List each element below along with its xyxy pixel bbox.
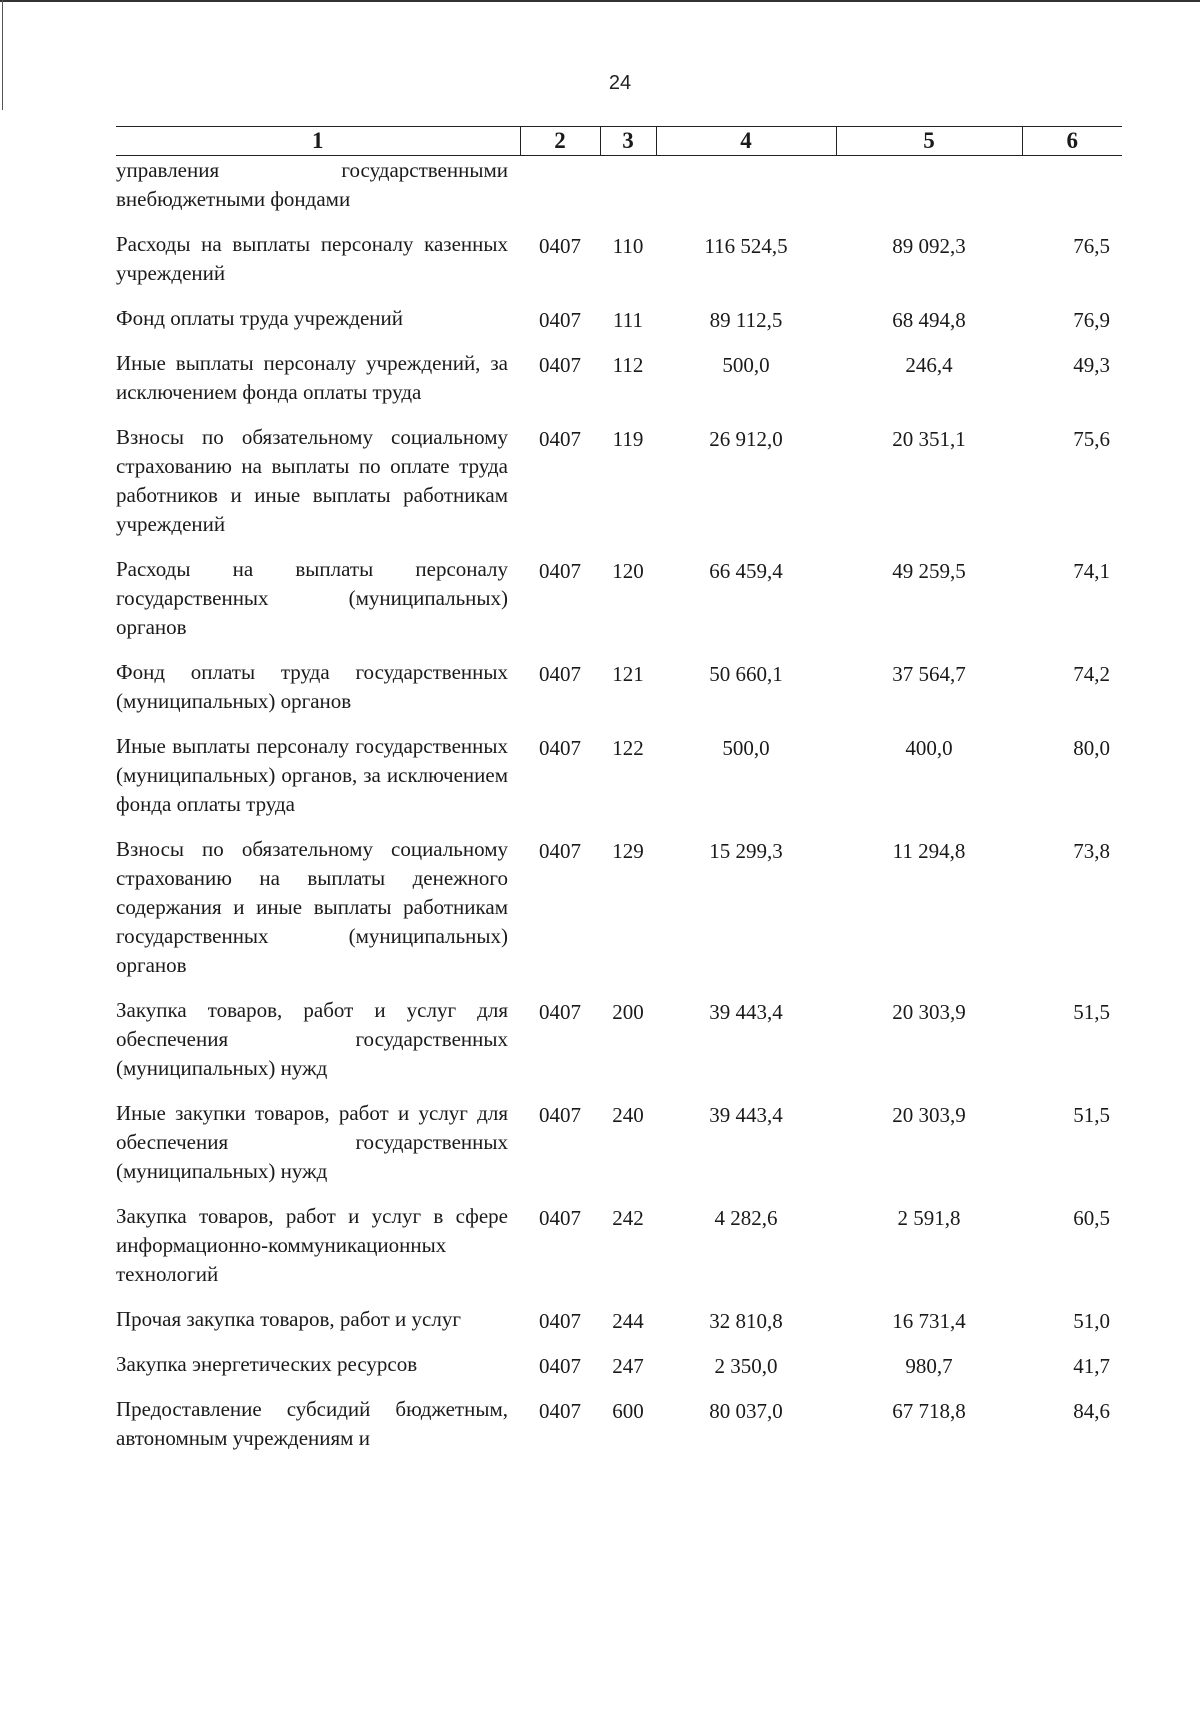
row-percent: 74,2 bbox=[1073, 662, 1110, 686]
row-percent: 75,6 bbox=[1073, 427, 1110, 451]
row-section: 0407 bbox=[539, 839, 581, 863]
row-plan: 39 443,4 bbox=[709, 1000, 783, 1024]
scan-top-edge bbox=[0, 0, 1200, 2]
table-row bbox=[116, 1395, 1122, 1469]
row-code: 121 bbox=[612, 662, 644, 686]
row-fact: 20 303,9 bbox=[892, 1000, 966, 1024]
row-fact bbox=[836, 156, 1022, 231]
row-plan: 50 660,1 bbox=[709, 662, 783, 686]
row-section: 0407 bbox=[539, 1354, 581, 1378]
row-section: 0407 bbox=[539, 1000, 581, 1024]
row-fact: 400,0 bbox=[905, 736, 953, 760]
table-row bbox=[116, 1305, 1122, 1350]
header-col-1: 1 bbox=[116, 127, 520, 156]
table-row bbox=[116, 658, 1122, 732]
row-plan: 66 459,4 bbox=[709, 559, 783, 583]
row-fact: 49 259,5 bbox=[892, 559, 966, 583]
row-percent: 74,1 bbox=[1073, 559, 1110, 583]
table-row bbox=[116, 996, 1122, 1099]
row-section: 0407 bbox=[539, 1399, 581, 1423]
row-code: 120 bbox=[612, 559, 644, 583]
row-code: 112 bbox=[612, 353, 644, 377]
row-section: 0407 bbox=[539, 1103, 581, 1127]
row-plan: 89 112,5 bbox=[709, 308, 783, 332]
table-row bbox=[116, 1099, 1122, 1202]
row-percent: 51,5 bbox=[1073, 1103, 1110, 1127]
header-col-5: 5 bbox=[836, 127, 1022, 156]
row-code: 600 bbox=[612, 1399, 644, 1423]
table-row bbox=[116, 349, 1122, 423]
row-section: 0407 bbox=[539, 736, 581, 760]
row-code: 110 bbox=[612, 234, 644, 258]
row-name: Иные выплаты персоналу учреждений, за исключением фонда оплаты труда bbox=[116, 351, 508, 404]
row-percent: 51,5 bbox=[1073, 1000, 1110, 1024]
row-section: 0407 bbox=[539, 1206, 581, 1230]
row-section: 0407 bbox=[539, 234, 581, 258]
row-plan: 15 299,3 bbox=[709, 839, 783, 863]
row-name: Фонд оплаты труда учреждений bbox=[116, 306, 403, 330]
table-row bbox=[116, 423, 1122, 555]
row-name: Прочая закупка товаров, работ и услуг bbox=[116, 1307, 461, 1331]
table-row bbox=[116, 835, 1122, 996]
row-percent: 76,5 bbox=[1073, 234, 1110, 258]
row-name: Взносы по обязательному социальному страхованию на выплаты по оплате труда работников и иные выплаты работникам учреждений bbox=[116, 425, 508, 536]
table-body bbox=[116, 156, 1122, 1470]
row-section: 0407 bbox=[539, 308, 581, 332]
row-plan: 4 282,6 bbox=[714, 1206, 778, 1230]
row-name: Взносы по обязательному социальному страхованию на выплаты денежного содержания и иные выплаты работникам государственных (муниципальных) органов bbox=[116, 837, 508, 977]
row-code: 247 bbox=[612, 1354, 644, 1378]
row-code: 111 bbox=[613, 308, 643, 332]
row-percent: 73,8 bbox=[1073, 839, 1110, 863]
table-row bbox=[116, 555, 1122, 658]
row-name: Расходы на выплаты персоналу государственных (муниципальных) органов bbox=[116, 557, 508, 639]
row-name: Иные выплаты персоналу государственных (муниципальных) органов, за исключением фонда оплаты труда bbox=[116, 734, 508, 816]
header-col-3: 3 bbox=[600, 127, 656, 156]
row-code: 122 bbox=[612, 736, 644, 760]
row-plan: 500,0 bbox=[722, 736, 770, 760]
budget-table bbox=[116, 126, 1122, 1469]
row-fact: 89 092,3 bbox=[892, 234, 966, 258]
row-name: Закупка энергетических ресурсов bbox=[116, 1352, 418, 1376]
row-fact: 68 494,8 bbox=[892, 308, 966, 332]
table-row bbox=[116, 156, 1122, 231]
table-row bbox=[116, 1202, 1122, 1305]
header-col-2: 2 bbox=[520, 127, 600, 156]
row-section: 0407 bbox=[539, 559, 581, 583]
header-col-4: 4 bbox=[656, 127, 836, 156]
row-fact: 20 303,9 bbox=[892, 1103, 966, 1127]
row-fact: 20 351,1 bbox=[892, 427, 966, 451]
row-plan: 80 037,0 bbox=[709, 1399, 783, 1423]
row-fact: 16 731,4 bbox=[892, 1309, 966, 1333]
row-percent: 76,9 bbox=[1073, 308, 1110, 332]
table-row bbox=[116, 732, 1122, 835]
table-header-row bbox=[116, 127, 1122, 156]
row-fact: 246,4 bbox=[905, 353, 953, 377]
row-plan bbox=[656, 156, 836, 231]
row-percent: 84,6 bbox=[1073, 1399, 1110, 1423]
row-plan: 39 443,4 bbox=[709, 1103, 783, 1127]
row-percent: 49,3 bbox=[1073, 353, 1110, 377]
row-name: Закупка товаров, работ и услуг в сфере информационно-коммуникационных технологий bbox=[116, 1204, 508, 1286]
row-plan: 26 912,0 bbox=[709, 427, 783, 451]
row-percent: 51,0 bbox=[1073, 1309, 1110, 1333]
row-plan: 32 810,8 bbox=[709, 1309, 783, 1333]
row-section: 0407 bbox=[539, 427, 581, 451]
row-code: 200 bbox=[612, 1000, 644, 1024]
row-fact: 37 564,7 bbox=[892, 662, 966, 686]
row-code bbox=[600, 156, 656, 231]
page-number: 24 bbox=[608, 72, 632, 94]
row-code: 119 bbox=[612, 427, 644, 451]
row-plan: 500,0 bbox=[722, 353, 770, 377]
row-fact: 980,7 bbox=[905, 1354, 953, 1378]
row-section bbox=[520, 156, 600, 231]
row-section: 0407 bbox=[539, 353, 581, 377]
row-name: управления государственными внебюджетными фондами bbox=[116, 158, 508, 211]
row-plan: 2 350,0 bbox=[714, 1354, 778, 1378]
row-plan: 116 524,5 bbox=[704, 234, 788, 258]
row-code: 242 bbox=[612, 1206, 644, 1230]
row-name: Предоставление субсидий бюджетным, автономным учреждениям и bbox=[116, 1397, 508, 1450]
row-name: Расходы на выплаты персоналу казенных учреждений bbox=[116, 232, 508, 285]
table-row bbox=[116, 230, 1122, 304]
row-fact: 67 718,8 bbox=[892, 1399, 966, 1423]
table-row bbox=[116, 1350, 1122, 1395]
row-section: 0407 bbox=[539, 662, 581, 686]
row-fact: 11 294,8 bbox=[892, 839, 966, 863]
header-col-6: 6 bbox=[1022, 127, 1122, 156]
row-name: Фонд оплаты труда государственных (муниципальных) органов bbox=[116, 660, 508, 713]
table-row bbox=[116, 304, 1122, 349]
row-name: Иные закупки товаров, работ и услуг для обеспечения государственных (муниципальных) нужд bbox=[116, 1101, 508, 1183]
row-percent: 60,5 bbox=[1073, 1206, 1110, 1230]
row-fact: 2 591,8 bbox=[897, 1206, 961, 1230]
row-percent: 80,0 bbox=[1073, 736, 1110, 760]
row-code: 240 bbox=[612, 1103, 644, 1127]
row-percent: 41,7 bbox=[1073, 1354, 1110, 1378]
row-section: 0407 bbox=[539, 1309, 581, 1333]
row-code: 129 bbox=[612, 839, 644, 863]
row-percent bbox=[1022, 156, 1122, 231]
row-code: 244 bbox=[612, 1309, 644, 1333]
row-name: Закупка товаров, работ и услуг для обеспечения государственных (муниципальных) нужд bbox=[116, 998, 508, 1080]
